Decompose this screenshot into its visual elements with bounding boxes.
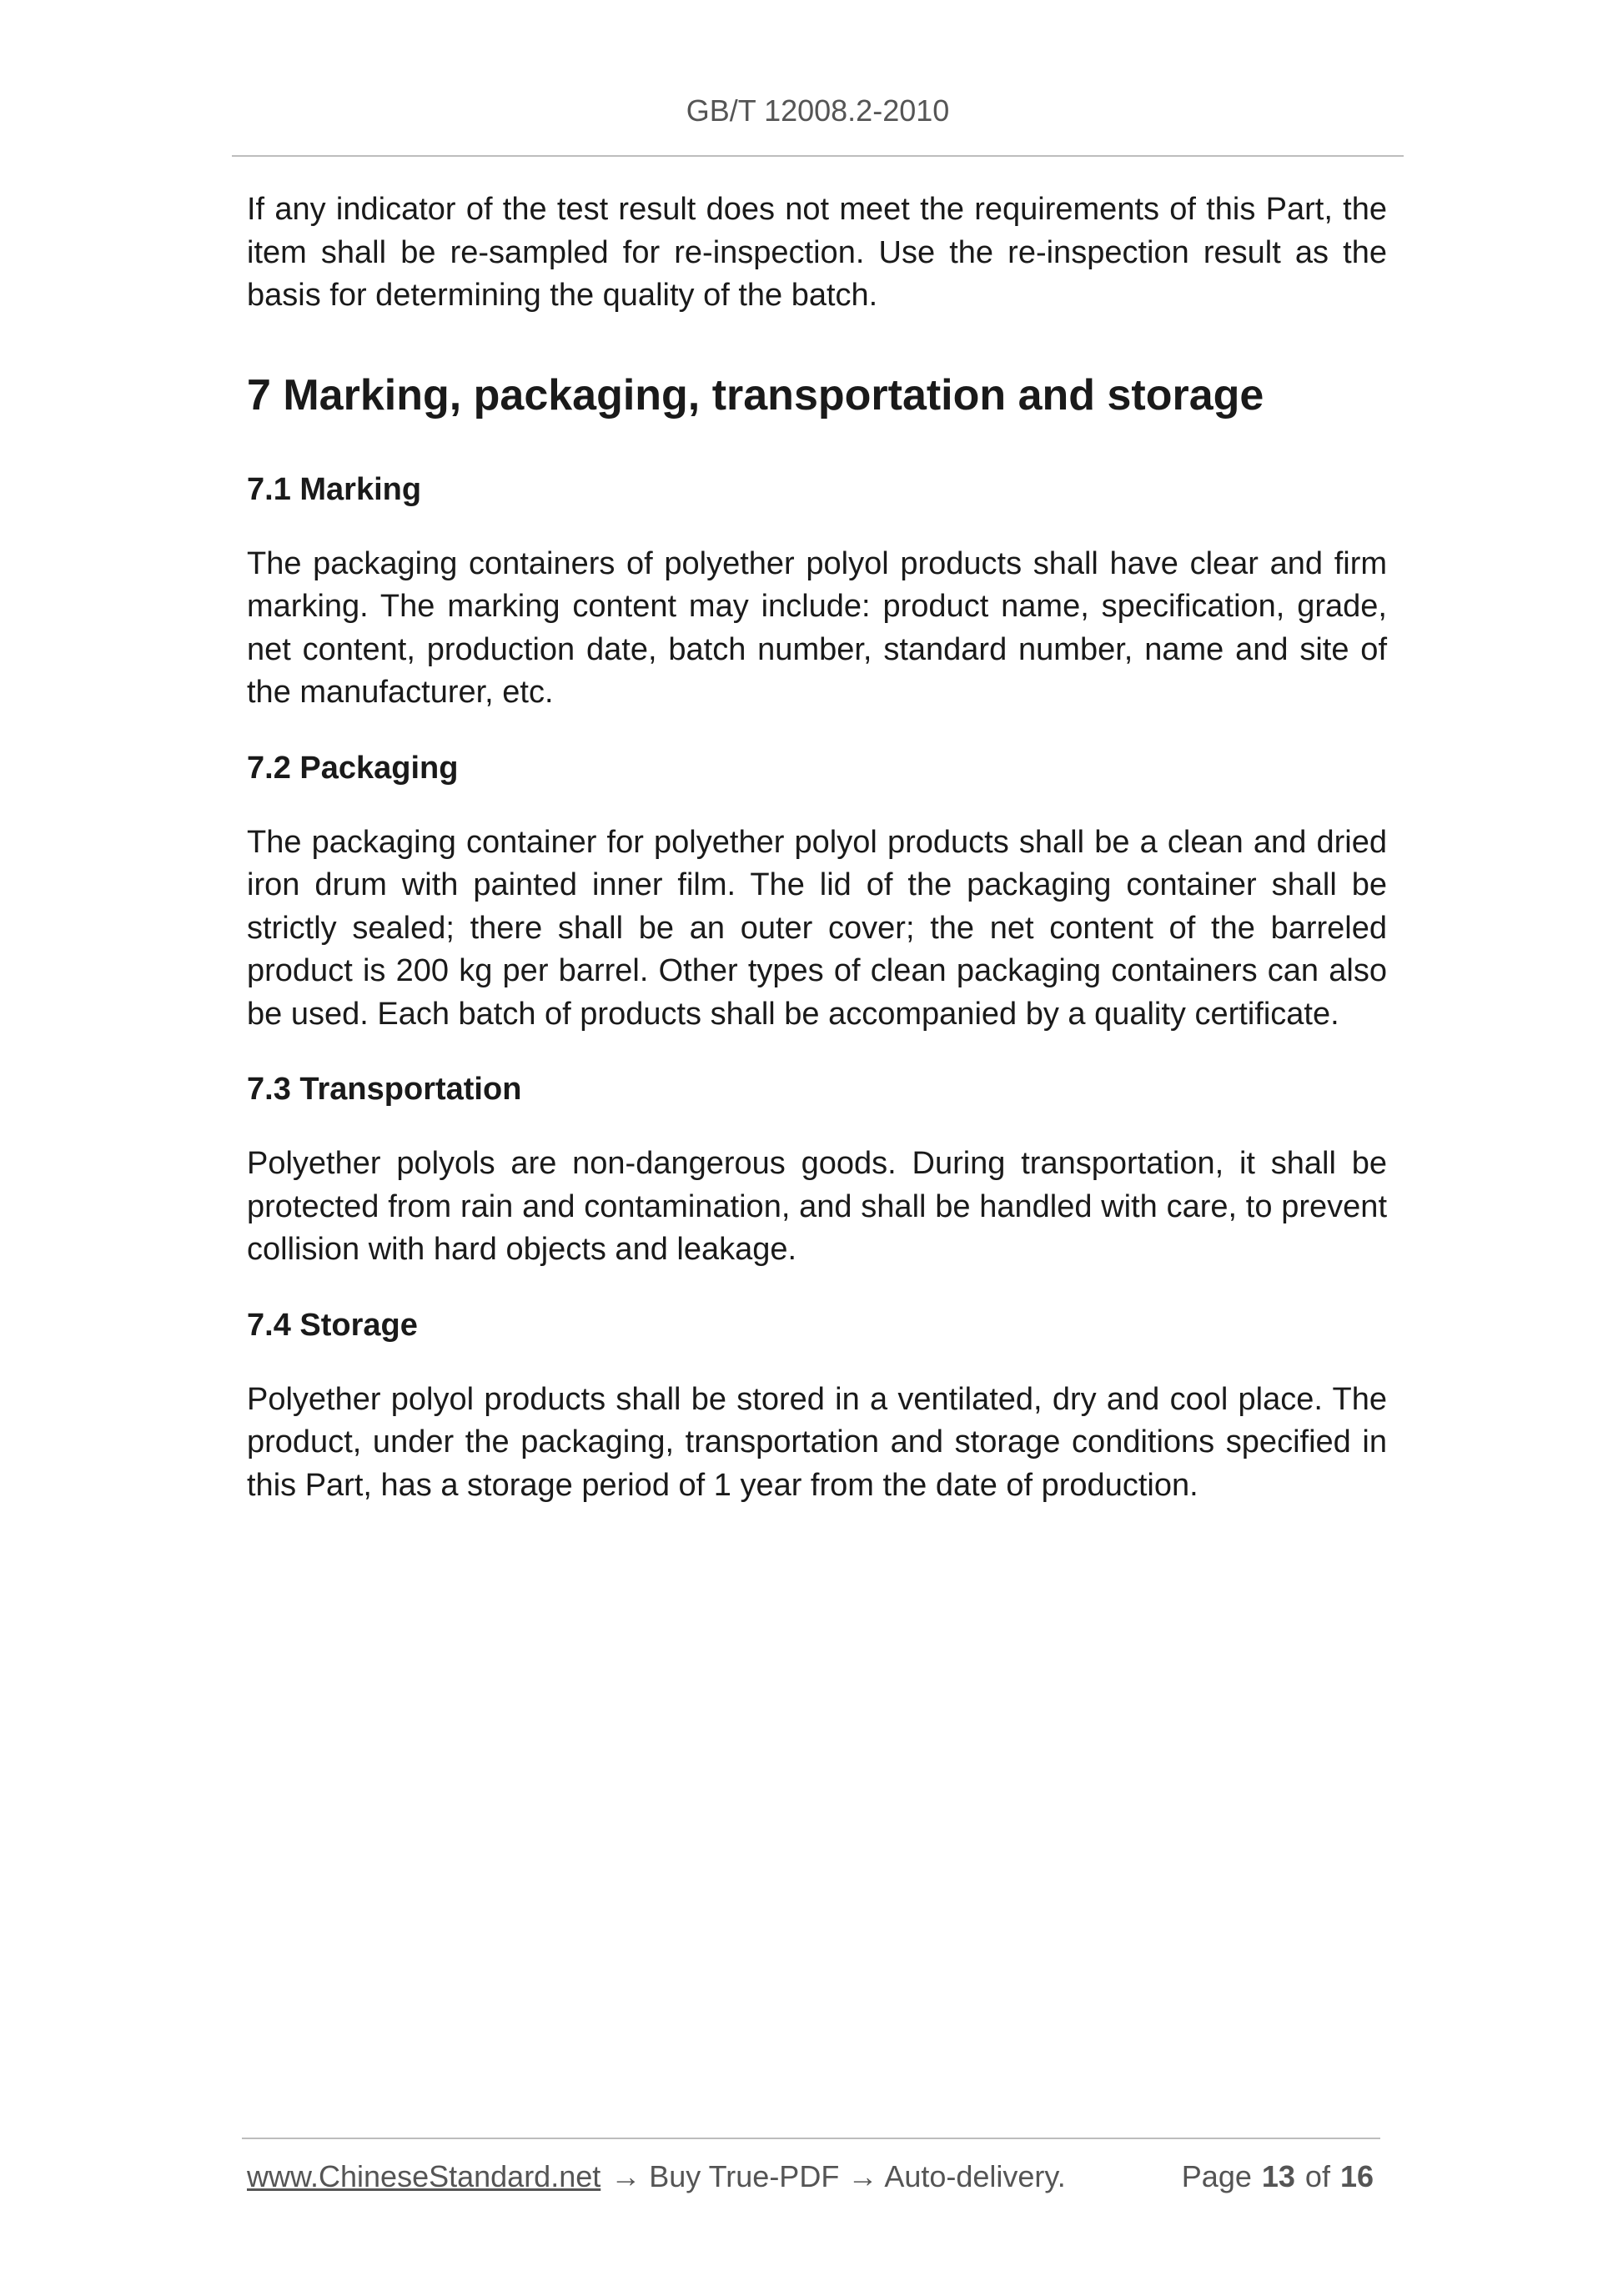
page-header-title: GB/T 12008.2-2010 [686,93,950,128]
page-label: Page [1181,2159,1252,2193]
subsection-text-packaging: The packaging container for polyether polyol products shall be a clean and dried iron drum with painted inner film. The lid of the packaging container shall be strictly sealed; there shall be an outer cover; the net content of the barreled product is 200 kg per barrel. Other types of clean packaging containers can also be used. Each batch of products shall be accompanied by a quality certificate. [247,824,1387,1032]
subsection-heading-storage: 7.4 Storage [247,1307,418,1343]
header-divider [232,155,1404,157]
subsection-text-storage: Polyether polyol products shall be stored in a ventilated, dry and cool place. The product, under the packaging, transportation and storage conditions specified in this Part, has a storage period of 1 year from the date of production. [247,1381,1387,1503]
subsection-text-marking: The packaging containers of polyether polyol products shall have clear and firm marking. The marking content may include: product name, specification, grade, net content, production date, batch number, standard number, name and site of the manufacturer, etc. [247,545,1387,710]
subsection-heading-marking: 7.1 Marking [247,471,422,507]
intro-paragraph: If any indicator of the test result does not meet the requirements of this Part, the item shall be re-sampled for re-inspection. Use the re-inspection result as the basis for determining the quality of the batch. [247,192,1387,313]
document-body [247,188,1387,1507]
footer-tagline: → Buy True-PDF → Auto-delivery. [611,2159,1066,2193]
page-counter [1182,2157,1374,2197]
footer-left [247,2157,1066,2197]
current-page-number: 13 [1261,2159,1295,2193]
of-label: of [1304,2159,1330,2193]
total-page-number: 16 [1339,2159,1374,2193]
section-heading: 7 Marking, packaging, transportation and storage [247,370,1264,420]
subsection-text-transportation: Polyether polyols are non-dangerous goods. During transportation, it shall be protected from rain and contamination, and shall be handled with care, to prevent collision with hard objects and leakage. [247,1146,1387,1267]
footer-divider [242,2138,1380,2139]
subsection-heading-packaging: 7.2 Packaging [247,750,459,786]
website-link[interactable]: www.ChineseStandard.net [247,2159,601,2193]
subsection-heading-transportation: 7.3 Transportation [247,1072,522,1107]
